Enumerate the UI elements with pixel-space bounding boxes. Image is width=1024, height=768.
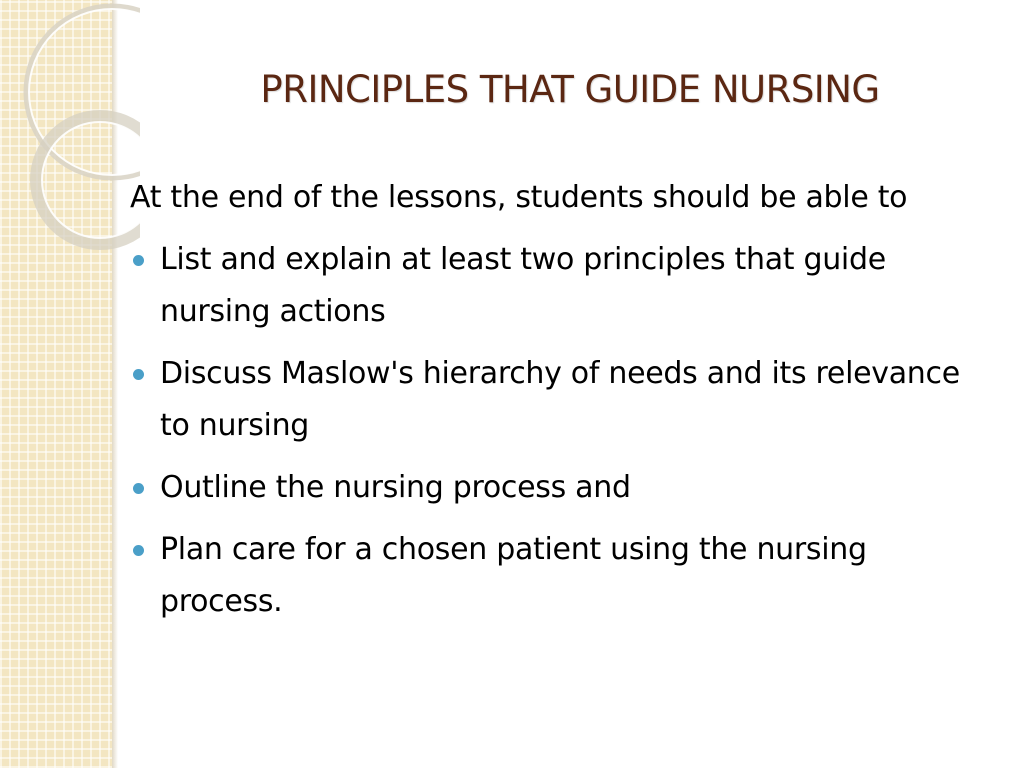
bullet-dot-icon <box>133 369 144 380</box>
objectives-list <box>130 234 990 628</box>
list-item <box>130 234 990 338</box>
list-item <box>130 462 990 514</box>
list-item <box>130 524 990 628</box>
bullet-dot-icon <box>133 483 144 494</box>
list-item-text: Outline the nursing process and <box>160 470 631 505</box>
bullet-dot-icon <box>133 545 144 556</box>
list-item-text: List and explain at least two principles that guide nursing actions <box>160 242 886 329</box>
list-item-text: Discuss Maslow's hierarchy of needs and its relevance to nursing <box>160 356 960 443</box>
slide-title: PRINCIPLES THAT GUIDE NURSING <box>260 68 880 111</box>
intro-text: At the end of the lessons, students should be able to <box>130 180 908 215</box>
decorative-rings-icon <box>0 0 140 260</box>
slide-body <box>130 172 990 638</box>
list-item <box>130 348 990 452</box>
list-item-text: Plan care for a chosen patient using the nursing process. <box>160 532 867 619</box>
bullet-dot-icon <box>133 255 144 266</box>
